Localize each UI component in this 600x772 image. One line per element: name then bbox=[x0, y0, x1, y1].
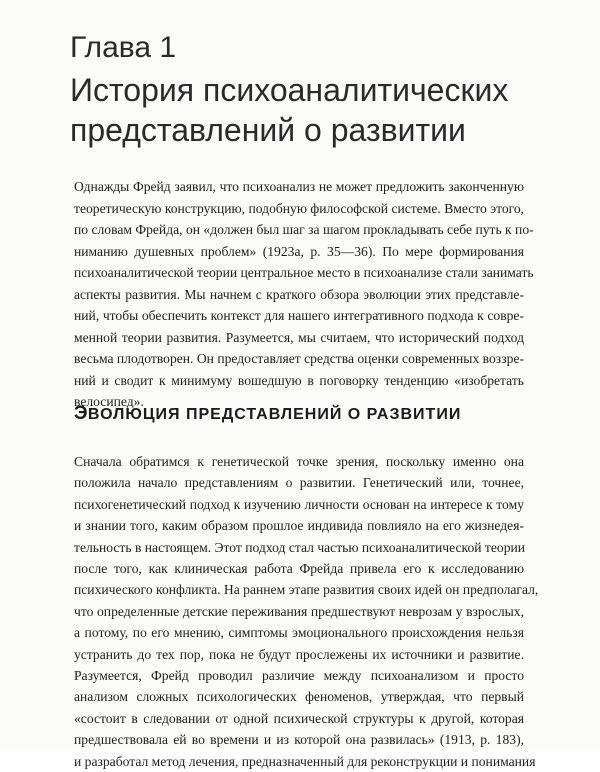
text-line: Однажды Фрейд заявил, что психоанализ не может предложить законченную bbox=[74, 179, 524, 194]
text-line: тельность в настоящем. Этот подход стал частью психоаналитической теории bbox=[74, 539, 526, 555]
text-line: психоаналитической теории центральное место в психоанализе стали занимать bbox=[74, 265, 534, 280]
section-paragraph bbox=[74, 451, 539, 772]
text-line: теоретическую конструкцию, подобную философской системе. Вместо этого, bbox=[74, 200, 525, 216]
section-heading-text: ВОЛЮЦИЯ ПРЕДСТАВЛЕНИЙ О РАЗВИТИИ bbox=[87, 406, 462, 423]
chapter-title-line: представлений о развитии bbox=[70, 112, 466, 148]
text-line: психического конфликта. На раннем этапе развития своих идей он предполагал, bbox=[74, 582, 539, 598]
text-line: предшествовала ей во времени и из которой она развилась» (1913, p. 183), bbox=[74, 732, 524, 748]
section-heading-initial: Э bbox=[74, 403, 88, 424]
text-line: и разработал метод лечения, предназначенный для реконструкции и понимания bbox=[74, 753, 536, 769]
text-line: по словам Фрейда, он «должен был шаг за шагом прокладывать себе путь к по- bbox=[74, 222, 534, 237]
text-line: Разумеется, Фрейд проводил различие между психоанализом и просто bbox=[74, 668, 524, 684]
text-line: положила начало представлениям о развитии. Генетический или, точнее, bbox=[74, 475, 524, 491]
text-line: ний, чтобы обеспечить контекст для нашего интегративного подхода к совре- bbox=[74, 308, 524, 323]
chapter-title-line: История психоаналитических bbox=[70, 72, 509, 108]
chapter-number: Глава 1 bbox=[70, 31, 177, 64]
text-line: ниманию душевных проблем» (1923a, p. 35—36). По мере формирования bbox=[74, 243, 524, 259]
text-line: «состоит в следовании от одной психической структуры к другой, которая bbox=[74, 710, 524, 726]
text-line: что определенные детские переживания предшествуют неврозам у взрослых, bbox=[74, 603, 524, 619]
text-line: анализом сложных психологических феноменов, утверждая, что первый bbox=[74, 689, 524, 705]
text-line: весьма плодотворен. Он предоставляет средства оценки современных воззре- bbox=[74, 351, 525, 366]
text-line: а потому, по его мнению, симптомы эмоционального происхождения нельзя bbox=[74, 625, 524, 641]
text-line: велосипед». bbox=[74, 394, 144, 409]
text-line: аспекты развития. Мы начнем с краткого обзора эволюции этих представле- bbox=[74, 286, 524, 302]
text-line: психогенетический подход к изучению личности основан на интересе к тому bbox=[74, 496, 524, 512]
section-heading bbox=[74, 402, 461, 427]
intro-paragraph bbox=[74, 176, 534, 413]
chapter-title bbox=[70, 70, 570, 150]
text-line: и знании того, каким образом прошлое индивида повлияло на его жизнедея- bbox=[74, 518, 524, 534]
text-line: после того, как клиническая работа Фрейда привела его к исследованию bbox=[74, 561, 524, 577]
text-line: устранить до тех пор, пока не будут прослежены их источники и развитие. bbox=[74, 646, 524, 662]
text-line: Сначала обратимся к генетической точке зрения, поскольку именно она bbox=[74, 454, 524, 469]
text-line: ний и сводит к минимуму вошедшую в поговорку тенденцию «изобретать bbox=[74, 372, 524, 388]
text-line: менной теории развития. Разумеется, мы считаем, что исторический подход bbox=[74, 329, 524, 345]
